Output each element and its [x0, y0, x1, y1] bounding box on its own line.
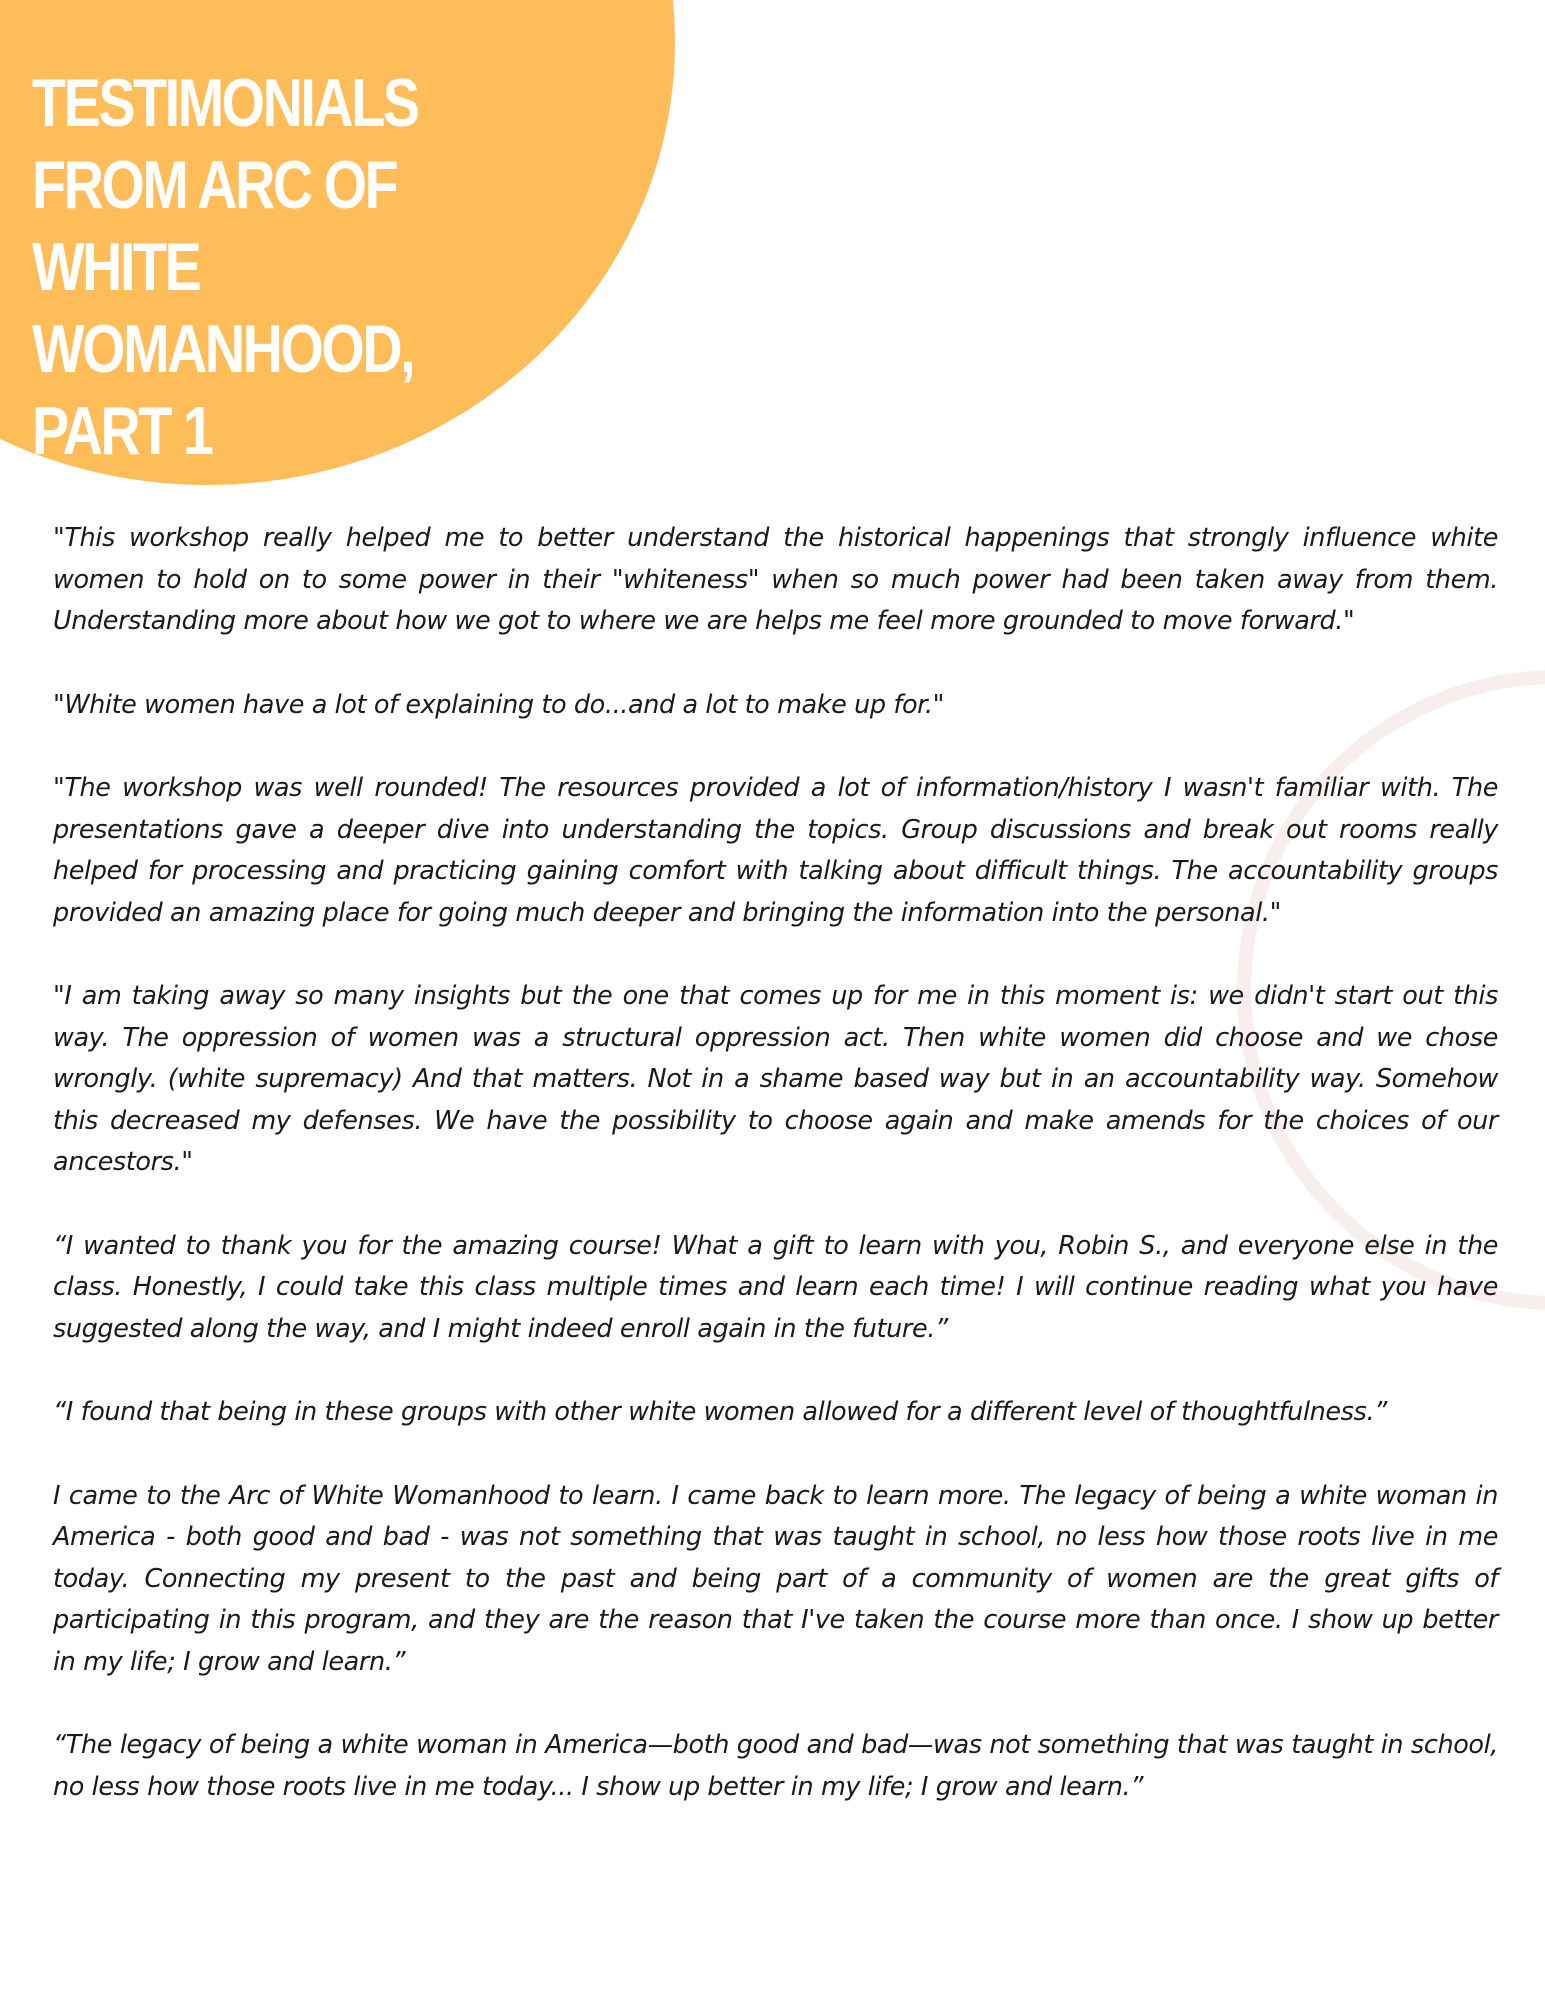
page-title: TESTIMONIALS FROM ARC OF WHITE WOMANHOOD, PART 1	[32, 65, 418, 469]
testimonial-2: "White women have a lot of explaining to do...and a lot to make up for."	[53, 689, 944, 720]
testimonial-3: "The workshop was well rounded! The resources provided a lot of information/history I wasn't familiar with. The presentations gave a deeper dive into understanding the topics. Group discussions and break out rooms really helped for processing and practicing gaining comfort with talking about difficult things. The accountability groups provided an amazing place for going much deeper and bringing the information into the personal."	[53, 773, 1498, 928]
testimonial-1: "This workshop really helped me to better understand the historical happenings that strongly influence white women to hold on to some power in their "whiteness" when so much power had been taken away from them. Understanding more about how we got to where we are helps me feel more grounded to move forward."	[53, 523, 1498, 636]
testimonials-list	[53, 518, 1498, 1850]
testimonial-4: "I am taking away so many insights but the one that comes up for me in this moment is: we didn't start out this way. The oppression of women was a structural oppression act. Then white women did choose and we chose wrongly. (white supremacy) And that matters. Not in a shame based way but in an accountability way. Somehow this decreased my defenses. We have the possibility to choose again and make amends for the choices of our ancestors."	[53, 981, 1498, 1177]
testimonial-7: I came to the Arc of White Womanhood to learn. I came back to learn more. The legacy of being a white woman in America - both good and bad - was not something that was taught in school, no less how those roots live in me today. Connecting my present to the past and being part of a community of women are the great gifts of participating in this program, and they are the reason that I've taken the course more than once. I show up better in my life; I grow and learn.”	[53, 1480, 1498, 1677]
testimonial-6: “I found that being in these groups with other white women allowed for a different level of thoughtfulness.”	[53, 1397, 1387, 1427]
testimonial-5: “I wanted to thank you for the amazing course! What a gift to learn with you, Robin S., and everyone else in the class. Honestly, I could take this class multiple times and learn each time! I will continue reading what you have suggested along the way, and I might indeed enroll again in the future.”	[53, 1230, 1498, 1344]
testimonial-8: “The legacy of being a white woman in America—both good and bad—was not something that was taught in school, no less how those roots live in me today... I show up better in my life; I grow and learn.”	[53, 1730, 1498, 1802]
